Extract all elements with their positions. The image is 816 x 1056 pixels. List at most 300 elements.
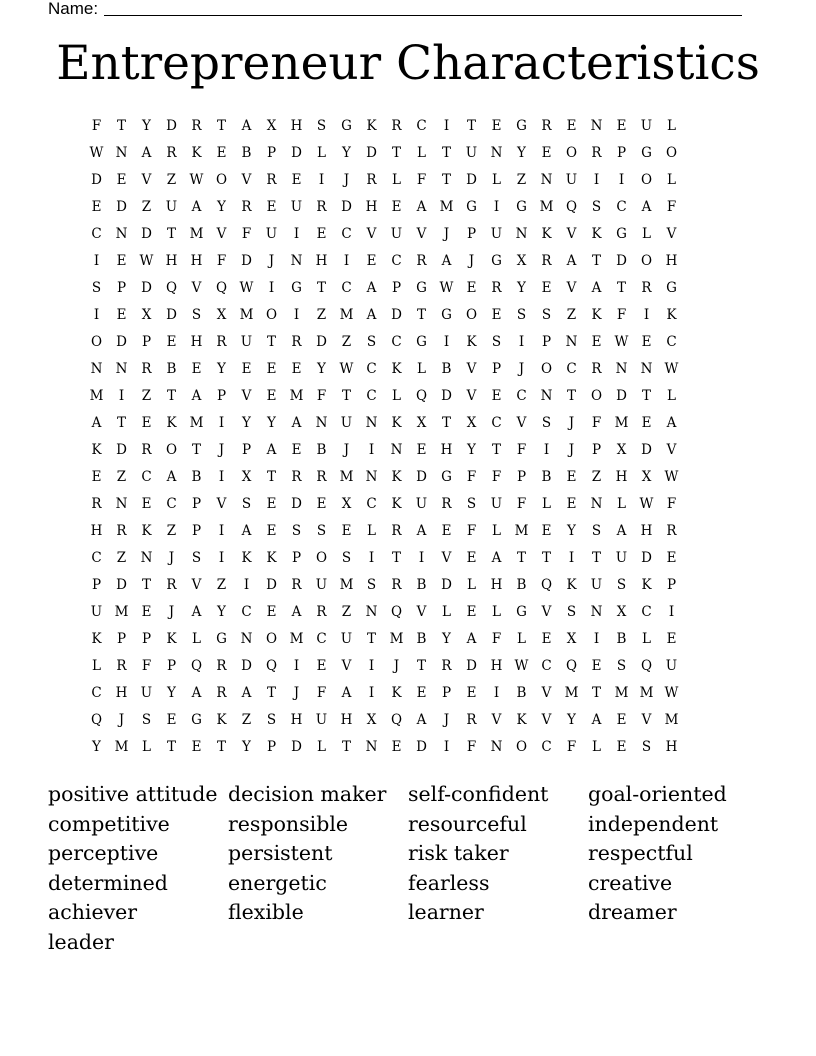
grid-letter[interactable]: K <box>641 577 652 593</box>
grid-letter[interactable]: R <box>116 523 127 539</box>
grid-letter[interactable]: L <box>317 739 326 755</box>
grid-letter[interactable]: X <box>516 253 527 269</box>
grid-letter[interactable]: T <box>166 226 176 242</box>
grid-letter[interactable]: N <box>365 604 378 620</box>
grid-letter[interactable]: E <box>591 658 602 674</box>
grid-letter[interactable]: J <box>443 226 450 242</box>
grid-letter[interactable]: L <box>442 604 451 620</box>
grid-letter[interactable]: R <box>266 172 277 188</box>
grid-letter[interactable]: I <box>243 577 250 593</box>
grid-letter[interactable]: B <box>166 361 177 377</box>
grid-letter[interactable]: N <box>365 739 378 755</box>
grid-letter[interactable]: Y <box>467 442 476 458</box>
grid-letter[interactable]: X <box>616 442 627 458</box>
grid-letter[interactable]: Q <box>390 712 403 728</box>
grid-letter[interactable]: M <box>614 685 629 701</box>
grid-letter[interactable]: W <box>89 145 104 161</box>
grid-letter[interactable]: I <box>318 172 325 188</box>
grid-letter[interactable]: A <box>266 442 277 458</box>
grid-letter[interactable]: I <box>418 550 425 566</box>
grid-letter[interactable]: E <box>141 415 152 431</box>
grid-letter[interactable]: T <box>441 415 451 431</box>
grid-letter[interactable]: T <box>641 388 651 404</box>
grid-letter[interactable]: W <box>139 253 154 269</box>
grid-letter[interactable]: R <box>291 334 302 350</box>
grid-letter[interactable]: R <box>166 577 177 593</box>
grid-letter[interactable]: R <box>216 685 227 701</box>
grid-letter[interactable]: W <box>614 334 629 350</box>
grid-letter[interactable]: G <box>191 712 202 728</box>
grid-letter[interactable]: S <box>566 604 577 620</box>
grid-letter[interactable]: E <box>266 604 277 620</box>
grid-letter[interactable]: K <box>466 334 477 350</box>
grid-letter[interactable]: L <box>392 388 401 404</box>
grid-letter[interactable]: X <box>466 415 477 431</box>
grid-letter[interactable]: E <box>266 199 277 215</box>
grid-letter[interactable]: Y <box>142 118 151 134</box>
grid-letter[interactable]: E <box>341 523 352 539</box>
grid-letter[interactable]: I <box>93 307 100 323</box>
grid-letter[interactable]: R <box>541 118 552 134</box>
grid-letter[interactable]: S <box>366 577 377 593</box>
grid-letter[interactable]: D <box>341 199 352 215</box>
grid-letter[interactable]: E <box>116 307 127 323</box>
grid-letter[interactable]: C <box>341 226 352 242</box>
grid-letter[interactable]: C <box>416 118 427 134</box>
grid-letter[interactable]: K <box>366 118 377 134</box>
grid-letter[interactable]: U <box>565 172 578 188</box>
grid-letter[interactable]: A <box>441 253 452 269</box>
grid-letter[interactable]: R <box>216 334 227 350</box>
grid-letter[interactable]: O <box>665 145 678 161</box>
grid-letter[interactable]: N <box>540 388 553 404</box>
grid-letter[interactable]: G <box>666 280 677 296</box>
grid-letter[interactable]: S <box>491 334 502 350</box>
grid-letter[interactable]: X <box>641 469 652 485</box>
grid-letter[interactable]: W <box>439 280 454 296</box>
grid-letter[interactable]: L <box>392 172 401 188</box>
grid-letter[interactable]: E <box>541 631 552 647</box>
grid-letter[interactable]: E <box>266 388 277 404</box>
grid-letter[interactable]: V <box>416 604 427 620</box>
grid-letter[interactable]: F <box>141 658 152 674</box>
grid-letter[interactable]: I <box>218 523 225 539</box>
grid-letter[interactable]: E <box>166 712 177 728</box>
grid-letter[interactable]: H <box>615 469 628 485</box>
grid-letter[interactable]: J <box>443 712 450 728</box>
grid-letter[interactable]: V <box>141 172 152 188</box>
grid-letter[interactable]: H <box>490 577 503 593</box>
name-underline[interactable] <box>104 15 742 16</box>
grid-letter[interactable]: S <box>91 280 102 296</box>
grid-letter[interactable]: R <box>291 577 302 593</box>
grid-letter[interactable]: K <box>591 307 602 323</box>
grid-letter[interactable]: Q <box>640 658 653 674</box>
grid-letter[interactable]: O <box>640 172 653 188</box>
grid-letter[interactable]: A <box>291 604 302 620</box>
grid-letter[interactable]: D <box>441 388 452 404</box>
grid-letter[interactable]: N <box>115 226 128 242</box>
grid-letter[interactable]: A <box>191 604 202 620</box>
grid-letter[interactable]: B <box>416 631 427 647</box>
grid-letter[interactable]: L <box>617 496 626 512</box>
grid-letter[interactable]: A <box>591 712 602 728</box>
grid-letter[interactable]: E <box>191 361 202 377</box>
grid-letter[interactable]: D <box>616 253 627 269</box>
grid-letter[interactable]: E <box>391 199 402 215</box>
grid-letter[interactable]: C <box>641 604 652 620</box>
grid-letter[interactable]: O <box>515 739 528 755</box>
grid-letter[interactable]: I <box>218 469 225 485</box>
grid-letter[interactable]: P <box>491 361 502 377</box>
grid-letter[interactable]: G <box>516 199 527 215</box>
grid-letter[interactable]: T <box>216 739 226 755</box>
grid-letter[interactable]: T <box>416 658 426 674</box>
grid-letter[interactable]: D <box>241 658 252 674</box>
grid-letter[interactable]: P <box>191 523 202 539</box>
grid-letter[interactable]: Q <box>540 577 553 593</box>
grid-letter[interactable]: G <box>441 469 452 485</box>
grid-letter[interactable]: D <box>141 226 152 242</box>
grid-letter[interactable]: T <box>616 280 626 296</box>
grid-letter[interactable]: I <box>443 739 450 755</box>
grid-letter[interactable]: F <box>466 523 477 539</box>
grid-letter[interactable]: K <box>391 469 402 485</box>
grid-letter[interactable]: W <box>664 469 679 485</box>
grid-letter[interactable]: I <box>268 280 275 296</box>
grid-letter[interactable]: P <box>241 442 252 458</box>
grid-letter[interactable]: S <box>341 550 352 566</box>
grid-letter[interactable]: O <box>465 307 478 323</box>
grid-letter[interactable]: S <box>516 307 527 323</box>
grid-letter[interactable]: J <box>343 172 350 188</box>
grid-letter[interactable]: A <box>466 631 477 647</box>
grid-letter[interactable]: K <box>216 712 227 728</box>
grid-letter[interactable]: J <box>568 442 575 458</box>
grid-letter[interactable]: E <box>566 118 577 134</box>
grid-letter[interactable]: T <box>116 415 126 431</box>
grid-letter[interactable]: R <box>91 496 102 512</box>
grid-letter[interactable]: H <box>90 523 103 539</box>
grid-letter[interactable]: S <box>541 307 552 323</box>
grid-letter[interactable]: I <box>618 172 625 188</box>
grid-letter[interactable]: K <box>91 442 102 458</box>
grid-letter[interactable]: N <box>90 361 103 377</box>
grid-letter[interactable]: A <box>241 118 252 134</box>
grid-letter[interactable]: E <box>91 469 102 485</box>
grid-letter[interactable]: D <box>316 334 327 350</box>
grid-letter[interactable]: T <box>116 118 126 134</box>
grid-letter[interactable]: D <box>616 388 627 404</box>
grid-letter[interactable]: J <box>293 685 300 701</box>
grid-letter[interactable]: P <box>291 550 302 566</box>
grid-letter[interactable]: O <box>565 145 578 161</box>
grid-letter[interactable]: U <box>590 577 603 593</box>
grid-letter[interactable]: P <box>391 280 402 296</box>
grid-letter[interactable]: T <box>266 469 276 485</box>
grid-letter[interactable]: S <box>616 577 627 593</box>
grid-letter[interactable]: U <box>465 145 478 161</box>
grid-letter[interactable]: O <box>90 334 103 350</box>
grid-letter[interactable]: A <box>366 307 377 323</box>
grid-letter[interactable]: L <box>642 631 651 647</box>
grid-letter[interactable]: M <box>664 712 679 728</box>
grid-letter[interactable]: K <box>191 145 202 161</box>
grid-letter[interactable]: C <box>391 334 402 350</box>
grid-letter[interactable]: C <box>566 361 577 377</box>
grid-letter[interactable]: A <box>141 145 152 161</box>
grid-letter[interactable]: A <box>491 550 502 566</box>
grid-letter[interactable]: U <box>340 631 353 647</box>
grid-letter[interactable]: Q <box>265 658 278 674</box>
grid-letter[interactable]: G <box>641 145 652 161</box>
grid-letter[interactable]: C <box>91 550 102 566</box>
grid-letter[interactable]: C <box>91 226 102 242</box>
grid-letter[interactable]: X <box>141 307 152 323</box>
grid-letter[interactable]: E <box>416 442 427 458</box>
grid-letter[interactable]: I <box>518 334 525 350</box>
grid-letter[interactable]: A <box>641 199 652 215</box>
grid-letter[interactable]: D <box>291 739 302 755</box>
grid-letter[interactable]: Y <box>217 361 226 377</box>
grid-letter[interactable]: T <box>391 550 401 566</box>
grid-letter[interactable]: R <box>316 199 327 215</box>
grid-letter[interactable]: R <box>466 712 477 728</box>
grid-letter[interactable]: I <box>368 550 375 566</box>
grid-letter[interactable]: T <box>266 334 276 350</box>
grid-letter[interactable]: K <box>391 496 402 512</box>
grid-letter[interactable]: K <box>666 307 677 323</box>
grid-letter[interactable]: Z <box>316 307 327 323</box>
grid-letter[interactable]: Z <box>241 712 252 728</box>
grid-letter[interactable]: F <box>516 442 527 458</box>
grid-letter[interactable]: T <box>466 118 476 134</box>
letter-grid[interactable] <box>84 113 684 761</box>
grid-letter[interactable]: U <box>490 226 503 242</box>
grid-letter[interactable]: B <box>416 577 427 593</box>
grid-letter[interactable]: D <box>641 442 652 458</box>
grid-letter[interactable]: X <box>341 496 352 512</box>
grid-letter[interactable]: W <box>239 280 254 296</box>
grid-letter[interactable]: V <box>541 604 552 620</box>
grid-letter[interactable]: Q <box>165 280 178 296</box>
grid-letter[interactable]: X <box>366 712 377 728</box>
grid-letter[interactable]: J <box>118 712 125 728</box>
grid-letter[interactable]: U <box>240 334 253 350</box>
grid-letter[interactable]: V <box>466 361 477 377</box>
grid-letter[interactable]: V <box>641 712 652 728</box>
grid-letter[interactable]: U <box>665 658 678 674</box>
grid-letter[interactable]: U <box>290 199 303 215</box>
grid-letter[interactable]: I <box>493 685 500 701</box>
grid-letter[interactable]: N <box>390 442 403 458</box>
grid-letter[interactable]: C <box>541 739 552 755</box>
grid-letter[interactable]: C <box>541 658 552 674</box>
grid-letter[interactable]: K <box>141 523 152 539</box>
grid-letter[interactable]: O <box>640 253 653 269</box>
grid-letter[interactable]: C <box>91 685 102 701</box>
grid-letter[interactable]: O <box>315 550 328 566</box>
grid-letter[interactable]: D <box>641 550 652 566</box>
grid-letter[interactable]: E <box>491 118 502 134</box>
grid-letter[interactable]: T <box>591 685 601 701</box>
grid-letter[interactable]: E <box>541 145 552 161</box>
grid-letter[interactable]: C <box>366 496 377 512</box>
grid-letter[interactable]: U <box>90 604 103 620</box>
grid-letter[interactable]: A <box>591 280 602 296</box>
grid-letter[interactable]: V <box>541 685 552 701</box>
grid-letter[interactable]: N <box>590 118 603 134</box>
grid-letter[interactable]: Y <box>442 631 451 647</box>
grid-letter[interactable]: E <box>441 523 452 539</box>
grid-letter[interactable]: U <box>615 550 628 566</box>
grid-letter[interactable]: N <box>365 415 378 431</box>
grid-letter[interactable]: B <box>441 361 452 377</box>
grid-letter[interactable]: I <box>93 253 100 269</box>
grid-letter[interactable]: S <box>316 118 327 134</box>
grid-letter[interactable]: D <box>116 334 127 350</box>
grid-letter[interactable]: H <box>315 253 328 269</box>
grid-letter[interactable]: L <box>492 172 501 188</box>
grid-letter[interactable]: X <box>616 604 627 620</box>
grid-letter[interactable]: U <box>265 226 278 242</box>
grid-letter[interactable]: P <box>116 631 127 647</box>
grid-letter[interactable]: V <box>516 415 527 431</box>
grid-letter[interactable]: T <box>166 739 176 755</box>
grid-letter[interactable]: V <box>541 712 552 728</box>
grid-letter[interactable]: L <box>642 226 651 242</box>
grid-letter[interactable]: I <box>368 658 375 674</box>
grid-letter[interactable]: V <box>341 658 352 674</box>
grid-letter[interactable]: P <box>516 469 527 485</box>
grid-letter[interactable]: U <box>415 496 428 512</box>
grid-letter[interactable]: P <box>441 685 452 701</box>
grid-letter[interactable]: T <box>591 253 601 269</box>
grid-letter[interactable]: L <box>142 739 151 755</box>
grid-letter[interactable]: E <box>141 604 152 620</box>
grid-letter[interactable]: B <box>516 685 527 701</box>
grid-letter[interactable]: N <box>290 253 303 269</box>
grid-letter[interactable]: I <box>593 631 600 647</box>
grid-letter[interactable]: T <box>141 577 151 593</box>
grid-letter[interactable]: Z <box>116 550 127 566</box>
grid-letter[interactable]: N <box>565 334 578 350</box>
grid-letter[interactable]: E <box>466 550 477 566</box>
grid-letter[interactable]: S <box>241 496 252 512</box>
grid-letter[interactable]: N <box>590 604 603 620</box>
grid-letter[interactable]: R <box>441 496 452 512</box>
grid-letter[interactable]: U <box>315 712 328 728</box>
grid-letter[interactable]: I <box>368 685 375 701</box>
grid-letter[interactable]: E <box>466 685 477 701</box>
grid-letter[interactable]: X <box>266 118 277 134</box>
grid-letter[interactable]: Y <box>342 145 351 161</box>
grid-letter[interactable]: R <box>241 199 252 215</box>
grid-letter[interactable]: I <box>643 307 650 323</box>
grid-letter[interactable]: M <box>189 415 204 431</box>
grid-letter[interactable]: Y <box>267 415 276 431</box>
grid-letter[interactable]: R <box>291 469 302 485</box>
grid-letter[interactable]: E <box>616 739 627 755</box>
grid-letter[interactable]: G <box>216 631 227 647</box>
grid-letter[interactable]: P <box>591 442 602 458</box>
grid-letter[interactable]: Y <box>517 280 526 296</box>
grid-letter[interactable]: H <box>665 253 678 269</box>
grid-letter[interactable]: E <box>541 280 552 296</box>
grid-letter[interactable]: D <box>441 577 452 593</box>
grid-letter[interactable]: V <box>666 226 677 242</box>
grid-letter[interactable]: E <box>316 496 327 512</box>
grid-letter[interactable]: N <box>115 496 128 512</box>
grid-letter[interactable]: R <box>191 118 202 134</box>
grid-letter[interactable]: J <box>568 415 575 431</box>
grid-letter[interactable]: M <box>339 469 354 485</box>
grid-letter[interactable]: N <box>140 550 153 566</box>
grid-letter[interactable]: E <box>491 388 502 404</box>
grid-letter[interactable]: E <box>666 550 677 566</box>
grid-letter[interactable]: V <box>441 550 452 566</box>
grid-letter[interactable]: R <box>391 523 402 539</box>
grid-letter[interactable]: W <box>189 172 204 188</box>
grid-letter[interactable]: W <box>339 361 354 377</box>
grid-letter[interactable]: L <box>492 604 501 620</box>
grid-letter[interactable]: Y <box>567 712 576 728</box>
grid-letter[interactable]: P <box>141 631 152 647</box>
grid-letter[interactable]: T <box>166 388 176 404</box>
grid-letter[interactable]: A <box>241 685 252 701</box>
grid-letter[interactable]: P <box>666 577 677 593</box>
grid-letter[interactable]: L <box>367 523 376 539</box>
grid-letter[interactable]: M <box>389 631 404 647</box>
grid-letter[interactable]: R <box>591 361 602 377</box>
grid-letter[interactable]: R <box>491 280 502 296</box>
grid-letter[interactable]: W <box>514 658 529 674</box>
grid-letter[interactable]: Z <box>341 334 352 350</box>
grid-letter[interactable]: S <box>141 712 152 728</box>
grid-letter[interactable]: V <box>241 388 252 404</box>
grid-letter[interactable]: T <box>541 550 551 566</box>
grid-letter[interactable]: F <box>616 307 627 323</box>
grid-letter[interactable]: D <box>391 307 402 323</box>
grid-letter[interactable]: L <box>517 631 526 647</box>
grid-letter[interactable]: X <box>241 469 252 485</box>
grid-letter[interactable]: F <box>466 739 477 755</box>
grid-letter[interactable]: G <box>416 280 427 296</box>
grid-letter[interactable]: D <box>366 145 377 161</box>
grid-letter[interactable]: H <box>190 334 203 350</box>
grid-letter[interactable]: L <box>317 145 326 161</box>
grid-letter[interactable]: Q <box>565 658 578 674</box>
grid-letter[interactable]: A <box>416 523 427 539</box>
grid-letter[interactable]: G <box>466 199 477 215</box>
grid-letter[interactable]: H <box>365 199 378 215</box>
grid-letter[interactable]: I <box>293 307 300 323</box>
grid-letter[interactable]: M <box>289 631 304 647</box>
grid-letter[interactable]: S <box>266 712 277 728</box>
grid-letter[interactable]: C <box>316 631 327 647</box>
grid-letter[interactable]: Z <box>591 469 602 485</box>
grid-letter[interactable]: L <box>192 631 201 647</box>
grid-letter[interactable]: R <box>141 442 152 458</box>
grid-letter[interactable]: R <box>316 604 327 620</box>
grid-letter[interactable]: E <box>116 253 127 269</box>
grid-letter[interactable]: E <box>291 442 302 458</box>
grid-letter[interactable]: R <box>216 658 227 674</box>
grid-letter[interactable]: P <box>466 226 477 242</box>
grid-letter[interactable]: H <box>290 118 303 134</box>
grid-letter[interactable]: P <box>266 145 277 161</box>
grid-letter[interactable]: M <box>339 307 354 323</box>
